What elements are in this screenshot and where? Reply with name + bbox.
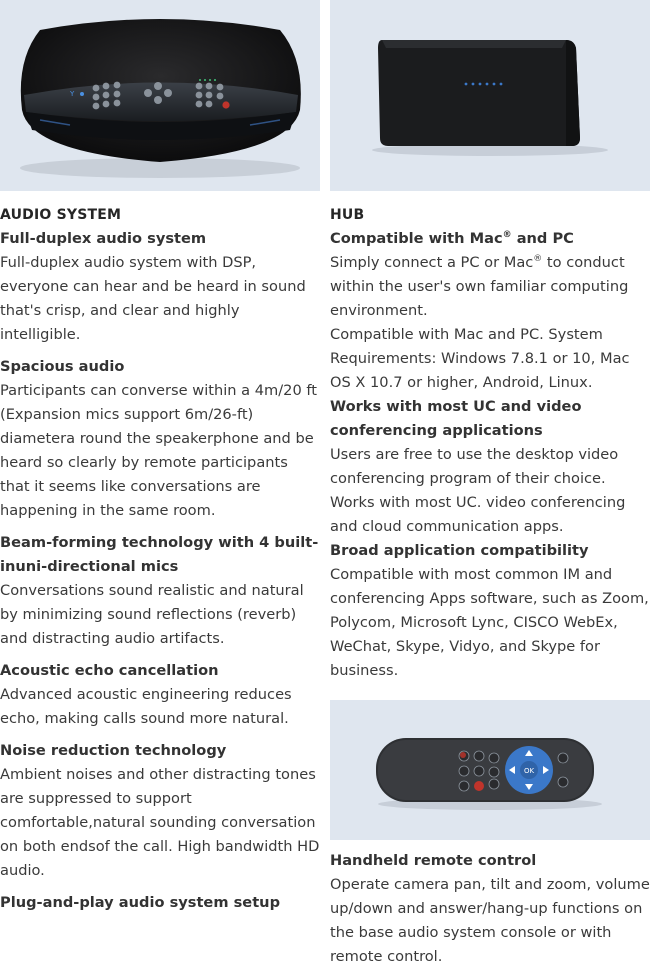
hub-compat-heading: Compatible with Mac® and PC xyxy=(330,230,574,247)
hub-body xyxy=(378,40,580,146)
remote-dpad xyxy=(505,746,553,794)
hub-image xyxy=(330,0,650,191)
audio-system-text xyxy=(0,191,320,915)
remote-text xyxy=(330,849,650,969)
audio-system-title: AUDIO SYSTEM xyxy=(0,207,122,223)
speakerphone-image xyxy=(0,0,320,191)
feature-body: Ambient noises and other distracting tones are suppressed to support comfortable,natural sounding conversation on both endsof the call. High bandwidth HD audio. xyxy=(0,766,320,879)
hub-compat-body-2: Compatible with Mac and PC. System Requirements: Windows 7.8.1 or 10, Mac OS X 10.7 or higher, Android, Linux. xyxy=(330,326,630,391)
remote-heading: Handheld remote control xyxy=(330,852,537,869)
hub-illustration xyxy=(330,0,650,191)
hub-column xyxy=(330,0,650,980)
feature-body: Full-duplex audio system with DSP, everyone can hear and be heard in sound that's crisp, and clear and highly intelligible. xyxy=(0,254,306,343)
remote-body: Operate camera pan, tilt and zoom, volume up/down and answer/hang-up functions on the base audio system console or with remote control. xyxy=(330,876,650,965)
feature-body: Advanced acoustic engineering reduces echo, making calls sound more natural. xyxy=(0,686,292,727)
remote-ok-label: OK xyxy=(523,767,535,775)
hub-text xyxy=(330,191,650,683)
feature-heading: Noise reduction technology xyxy=(0,742,227,759)
speakerphone-illustration xyxy=(0,0,320,191)
hub-uc-body: Users are free to use the desktop video conferencing program of their choice. Works with most UC. video conferencing and cloud communication apps. xyxy=(330,446,626,535)
hub-uc-heading: Works with most UC and video conferencing applications xyxy=(330,398,582,439)
feature-body: Participants can converse within a 4m/20 ft (Expansion mics support 6m/26-ft) diametera round the speakerphone and be heard so clearly by remote participants that it seems like conversations are happening in the same room. xyxy=(0,382,317,519)
feature-body: Conversations sound realistic and natural by minimizing sound reflections (reverb) and distracting audio artifacts. xyxy=(0,582,304,647)
feature-heading: Acoustic echo cancellation xyxy=(0,662,219,679)
svg-text:Y: Y xyxy=(70,90,75,98)
hub-apps-heading: Broad application compatibility xyxy=(330,542,589,559)
hub-apps-body: Compatible with most common IM and conferencing Apps software, such as Zoom, Polycom, Microsoft Lync, CISCO WebEx, WeChat, Skype, Vidyo, and Skype for business. xyxy=(330,566,649,679)
hub-compat-body: Simply connect a PC or Mac® to conduct within the user's own familiar computing environment. xyxy=(330,254,629,319)
feature-heading: Spacious audio xyxy=(0,358,125,375)
feature-heading: Beam-forming technology with 4 built-inuni-directional mics xyxy=(0,534,319,575)
feature-heading: Plug-and-play audio system setup xyxy=(0,894,281,911)
feature-heading: Full-duplex audio system xyxy=(0,230,207,247)
audio-system-column xyxy=(0,0,320,915)
hub-title: HUB xyxy=(330,207,365,223)
remote-illustration xyxy=(330,700,650,840)
remote-image xyxy=(330,700,650,840)
